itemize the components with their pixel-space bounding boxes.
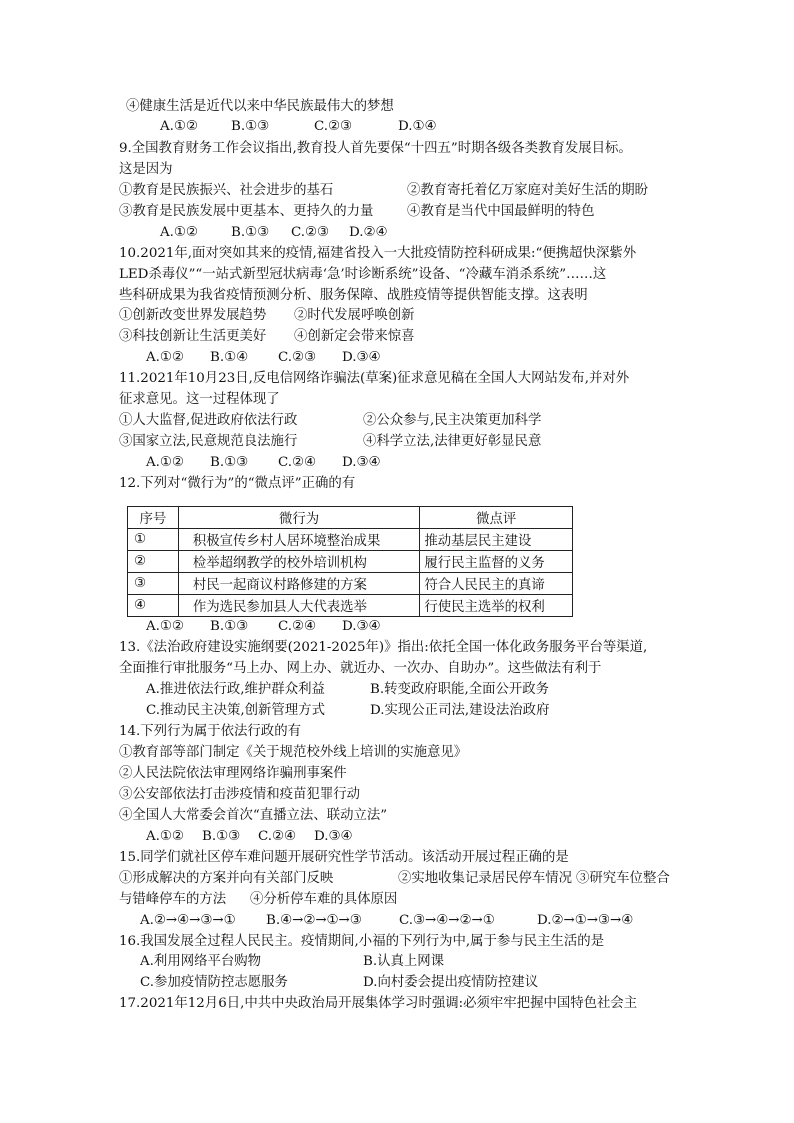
q9-option-1: ①教育是民族振兴、社会进步的基石	[119, 183, 334, 198]
q9-option-4: ④教育是当代中国最鲜明的特色	[407, 204, 595, 219]
q10-option-1: ①创新改变世界发展趋势	[119, 308, 267, 323]
q12-table-header-row	[128, 507, 573, 529]
q10-choice-c: C.②③	[278, 350, 317, 365]
q10-option-4: ④创新定会带来惊喜	[294, 329, 415, 344]
q11-choice-d: D.③④	[342, 455, 381, 470]
table-cell: 积极宣传乡村人居环境整治成果	[178, 529, 419, 551]
q14-option-3: ③公安部依法打击涉疫情和疫苗犯罪行动	[119, 787, 361, 802]
q12-header-behavior: 微行为	[178, 507, 419, 529]
q13-stem-line-1: 13.《法治政府建设实施纲要(2021-2025年)》指出:依托全国一体化政务服务平台等渠道,	[119, 640, 648, 655]
table-cell: ②	[128, 551, 179, 573]
q9-stem-line-1: 9.全国教育财务工作会议指出,教育投人首先要保“十四五”时期各级各类教育发展目标。	[119, 141, 632, 156]
q12-choice-b: B.①③	[210, 619, 249, 634]
q10-stem-line-2: LED杀毒仪”“一站式新型冠状病毒‘急’时诊断系统”设备、“冷藏车消杀系统”……这	[119, 267, 607, 282]
q15-stem: 15.同学们就社区停车难问题开展研究性学节活动。该活动开展过程正确的是	[119, 850, 569, 865]
q16-option-b: B.认真上网课	[363, 954, 445, 969]
q12-choice-c: C.②④	[278, 619, 317, 634]
q8-option-4: ④健康生活是近代以来中华民族最伟大的梦想	[126, 99, 394, 114]
q9-choice-c: C.②③	[291, 225, 330, 240]
q15-option-3: ③研究车位整合	[576, 871, 670, 886]
q15-answer-choices	[140, 911, 633, 931]
q10-stem-line-1: 10.2021年,面对突如其来的疫情,福建省投入一大批疫情防控科研成果:“便携超快深紫外	[119, 246, 637, 261]
q11-choice-b: B.①③	[210, 455, 249, 470]
q12-stem: 12.下列对“微行为”的“微点评”正确的有	[119, 476, 356, 491]
q16-stem: 16.我国发展全过程人民民主。疫情期间,小福的下列行为中,属于参与民主生活的是	[119, 934, 605, 949]
q11-option-3: ③国家立法,民意规范良法施行	[119, 434, 298, 449]
q11-stem-line-1: 11.2021年10月23日,反电信网络诈骗法(草案)征求意见稿在全国人大网站发布,并对外	[119, 371, 630, 386]
q9-option-3: ③教育是民族发展中更基本、更持久的力量	[119, 204, 374, 219]
q12-header-comment: 微点评	[420, 507, 573, 529]
q14-option-2: ②人民法院依法审理网络诈骗刑事案件	[119, 766, 347, 781]
q11-option-2: ②公众参与,民主决策更加科学	[363, 413, 542, 428]
q11-option-4: ④科学立法,法律更好彰显民意	[363, 434, 542, 449]
q13-option-a: A.推进依法行政,维护群众利益	[146, 682, 325, 697]
table-row	[128, 595, 573, 617]
q14-stem: 14.下列行为属于依法行政的有	[119, 724, 301, 739]
q14-option-4: ④全国人大常委会首次“直播立法、联动立法”	[119, 808, 388, 823]
q9-choice-d: D.②④	[349, 225, 388, 240]
q12-header-number: 序号	[128, 507, 179, 529]
q15-choice-a: A.②→④→③→①	[140, 913, 236, 928]
table-cell: ④	[128, 595, 179, 617]
q9-choice-a: A.①②	[160, 225, 198, 240]
q13-stem-line-2: 全面推行审批服务“马上办、网上办、就近办、一次办、自助办”。这些做法有利于	[119, 661, 602, 676]
q9-choice-b: B.①③	[231, 225, 270, 240]
q13-option-c: C.推动民主决策,创新管理方式	[146, 703, 325, 718]
q10-choice-a: A.①②	[146, 350, 184, 365]
q10-option-2: ②时代发展呼唤创新	[294, 308, 415, 323]
table-row	[128, 573, 573, 595]
q12-table	[127, 506, 573, 617]
table-cell: ③	[128, 573, 179, 595]
q12-choice-a: A.①②	[146, 619, 184, 634]
q11-choice-c: C.②④	[278, 455, 317, 470]
q17-stem-line-1: 17.2021年12月6日,中共中央政治局开展集体学习时强调:必须牢牢把握中国特色社会主	[119, 996, 638, 1011]
table-row	[128, 551, 573, 573]
q12-answer-choices	[146, 617, 381, 637]
q8-choice-b: B.①③	[231, 119, 270, 134]
table-cell: 推动基层民主建设	[420, 529, 573, 551]
q10-stem-line-3: 些科研成果为我省疫情预测分析、服务保障、战胜疫情等提供智能支撑。这表明	[119, 288, 588, 303]
q9-option-2: ②教育寄托着亿万家庭对美好生活的期盼	[407, 183, 649, 198]
q11-stem-line-2: 征求意见。这一过程体现了	[119, 392, 280, 407]
q16-option-c: C.参加疫情防控志愿服务	[140, 975, 288, 990]
q16-option-d: D.向村委会提出疫情防控建议	[363, 975, 539, 990]
q15-option-4: ④分析停车难的具体原因	[250, 892, 398, 907]
table-cell: ①	[128, 529, 179, 551]
table-cell: 村民一起商议村路修建的方案	[178, 573, 419, 595]
table-cell: 检举超纲教学的校外培训机构	[178, 551, 419, 573]
q14-option-1: ①教育部等部门制定《关于规范校外线上培训的实施意见》	[119, 745, 468, 760]
table-cell: 符合人民民主的真谛	[420, 573, 573, 595]
q8-choice-a: A.①②	[160, 119, 198, 134]
table-cell: 作为选民参加县人大代表选举	[178, 595, 419, 617]
q10-choice-d: D.③④	[342, 350, 381, 365]
q8-choice-d: D.①④	[398, 119, 437, 134]
q14-choice-c: C.②④	[258, 829, 297, 844]
q16-option-a: A.利用网络平台购物	[140, 954, 262, 969]
table-row	[128, 529, 573, 551]
q14-choice-d: D.③④	[314, 829, 353, 844]
q11-choice-a: A.①②	[146, 455, 184, 470]
q8-answer-choices	[160, 117, 437, 137]
q9-answer-choices	[160, 223, 388, 243]
q15-choice-d: D.②→①→③→④	[537, 913, 634, 928]
q14-choice-b: B.①③	[202, 829, 241, 844]
q11-answer-choices	[146, 453, 381, 473]
q15-option-2: ②实地收集记录居民停车情况	[398, 871, 573, 886]
q9-stem-line-2: 这是因为	[119, 162, 173, 177]
q10-choice-b: B.①④	[210, 350, 249, 365]
q8-choice-c: C.②③	[314, 119, 353, 134]
table-cell: 行使民主选举的权利	[420, 595, 573, 617]
q15-option-1: ①形成解决的方案并向有关部门反映	[119, 871, 334, 886]
q10-answer-choices	[146, 348, 381, 368]
q10-option-3: ③科技创新让生活更美好	[119, 329, 267, 344]
table-cell: 履行民主监督的义务	[420, 551, 573, 573]
q15-option-3-continued: 与错峰停车的方法	[119, 892, 227, 907]
q13-option-d: D.实现公正司法,建设法治政府	[370, 703, 550, 718]
q12-choice-d: D.③④	[342, 619, 381, 634]
q11-option-1: ①人大监督,促进政府依法行政	[119, 413, 298, 428]
q15-choice-b: B.④→②→①→③	[266, 913, 362, 928]
q14-choice-a: A.①②	[146, 829, 184, 844]
q15-choice-c: C.③→④→②→①	[399, 913, 495, 928]
q13-option-b: B.转变政府职能,全面公开政务	[370, 682, 550, 697]
q14-answer-choices	[146, 827, 353, 847]
